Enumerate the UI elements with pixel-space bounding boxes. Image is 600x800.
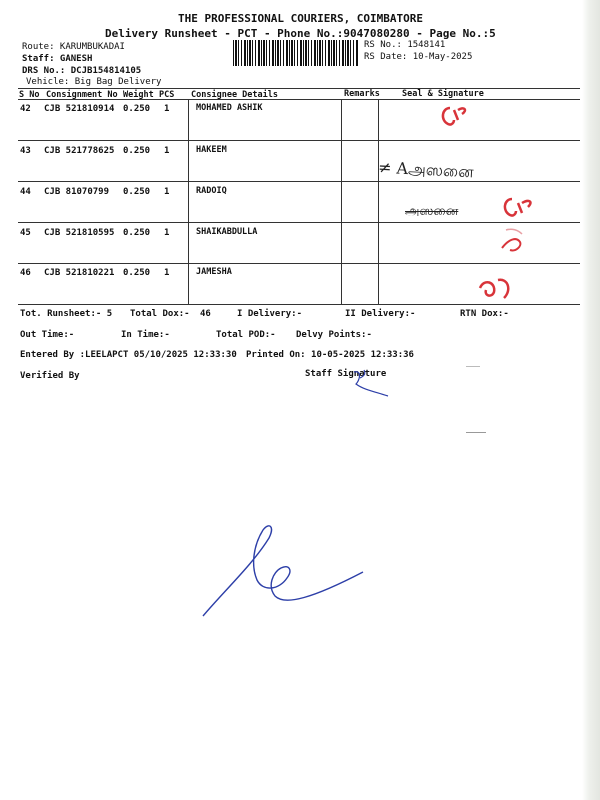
row-pcs: 1 — [164, 104, 170, 114]
row-consignment[interactable]: CJB 81070799 — [44, 187, 110, 197]
ii-delivery: II Delivery:- — [345, 309, 416, 319]
entered-by: Entered By :LEELAPCT 05/10/2025 12:33:30 — [20, 350, 237, 360]
row-pcs: 1 — [164, 187, 170, 197]
col-header-seal: Seal & Signature — [402, 89, 484, 99]
handwritten-note-row44: அஸனை — [405, 204, 459, 219]
rs-date: RS Date: 10-May-2025 — [364, 52, 473, 62]
staff-signature-scribble — [350, 366, 392, 398]
printed-on: Printed On: 10-05-2025 12:33:36 — [246, 350, 414, 360]
col-header-consignment: Consignment No — [46, 90, 118, 100]
row-sno: 42 — [20, 104, 31, 114]
column-divider — [341, 99, 342, 304]
row-weight: 0.250 — [123, 146, 151, 156]
drs-label: DRS No.: DCJB154814105 — [22, 66, 142, 76]
row-rule — [18, 140, 580, 141]
col-header-consignee: Consignee Details — [191, 90, 278, 100]
total-pod: Total POD:- — [216, 330, 276, 340]
seal-mark-row45 — [494, 226, 528, 256]
row-sno: 43 — [20, 146, 31, 156]
row-rule — [18, 181, 580, 182]
staff-signature-label: Staff Signature — [305, 369, 387, 379]
col-header-remarks: Remarks — [344, 89, 380, 99]
staff-label: Staff: GANESH — [22, 54, 93, 64]
column-divider — [378, 99, 379, 304]
column-divider — [188, 99, 189, 304]
total-dox-label: Total Dox:- — [130, 309, 190, 319]
row-weight: 0.250 — [123, 268, 151, 278]
row-consignee: HAKEEM — [196, 145, 227, 155]
col-header-weight: Weight — [123, 90, 154, 100]
row-consignee: MOHAMED ASHIK — [196, 103, 263, 113]
row-sno: 46 — [20, 268, 31, 278]
col-header-sno: S No — [19, 90, 40, 100]
rtn-dox: RTN Dox:- — [460, 309, 509, 319]
row-consignment[interactable]: CJB 521778625 — [44, 146, 115, 156]
seal-mark-row42 — [436, 100, 476, 130]
row-weight: 0.250 — [123, 228, 151, 238]
row-consignment[interactable]: CJB 521810914 — [44, 104, 115, 114]
seal-mark-row46 — [472, 270, 520, 304]
delvy-points: Delvy Points:- — [296, 330, 372, 340]
row-consignee: JAMESHA — [196, 267, 232, 277]
handwritten-note-row43: ≠ Aஅஸனை — [377, 157, 475, 182]
barcode — [233, 40, 358, 66]
vehicle-label: Vehicle: Big Bag Delivery — [26, 77, 162, 87]
company-title: THE PROFESSIONAL COURIERS, COIMBATORE — [178, 12, 424, 25]
table-top-rule — [18, 88, 580, 89]
row-consignee: SHAIKABDULLA — [196, 227, 258, 237]
faint-mark — [466, 366, 480, 367]
row-pcs: 1 — [164, 268, 170, 278]
i-delivery: I Delivery:- — [237, 309, 303, 319]
large-signature-scribble — [195, 520, 370, 620]
seal-mark-row44 — [498, 193, 542, 221]
table-bottom-rule — [18, 304, 580, 305]
faint-mark — [466, 432, 486, 433]
row-weight: 0.250 — [123, 104, 151, 114]
runsheet-subtitle: Delivery Runsheet - PCT - Phone No.:9047080280 - Page No.:5 — [105, 27, 496, 40]
row-weight: 0.250 — [123, 187, 151, 197]
row-pcs: 1 — [164, 146, 170, 156]
verified-by: Verified By — [20, 371, 80, 381]
in-time: In Time:- — [121, 330, 170, 340]
route-label: Route: KARUMBUKADAI — [22, 42, 125, 52]
row-sno: 44 — [20, 187, 31, 197]
row-rule — [18, 222, 580, 223]
row-consignee: RADOIQ — [196, 186, 227, 196]
col-header-pcs: PCS — [159, 90, 175, 100]
total-dox-value: 46 — [200, 309, 211, 319]
row-consignment[interactable]: CJB 521810595 — [44, 228, 115, 238]
row-sno: 45 — [20, 228, 31, 238]
row-consignment[interactable]: CJB 521810221 — [44, 268, 115, 278]
tot-runsheet: Tot. Runsheet:- 5 — [20, 309, 113, 319]
row-rule — [18, 263, 580, 264]
rs-no: RS No.: 1548141 — [364, 40, 446, 50]
row-pcs: 1 — [164, 228, 170, 238]
out-time: Out Time:- — [20, 330, 75, 340]
page-edge-shadow — [582, 0, 600, 800]
